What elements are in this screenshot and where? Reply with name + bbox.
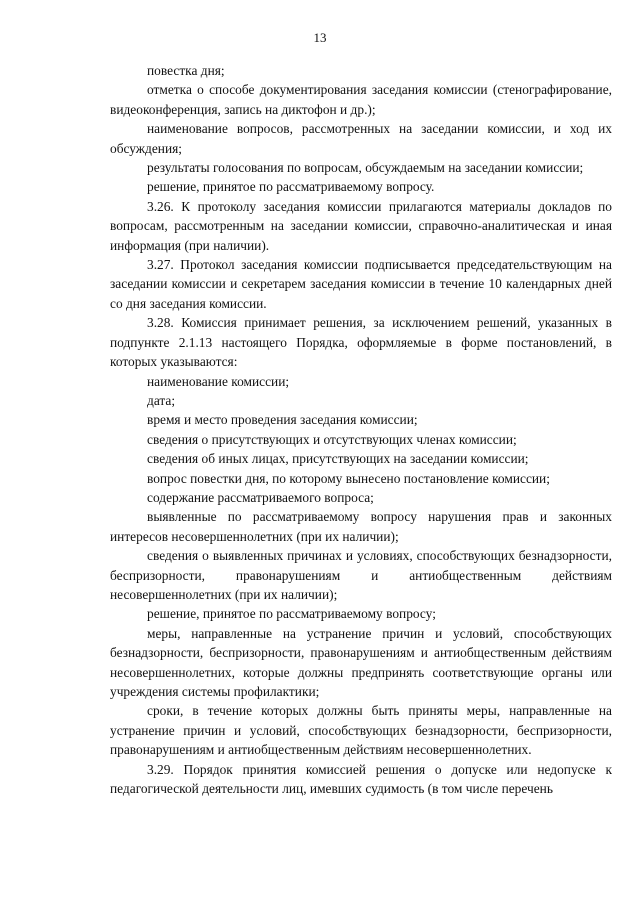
paragraph: результаты голосования по вопросам, обсуждаемым на заседании комиссии; bbox=[147, 160, 584, 176]
paragraph: 3.26. К протоколу заседания комиссии прилагаются материалы докладов по вопросам, рассмотренным на заседании комиссии, справочно-аналитическая и иная информация (при наличии). bbox=[110, 198, 612, 253]
document-body bbox=[110, 61, 612, 798]
paragraph: повестка дня; bbox=[147, 63, 225, 78]
paragraph: 3.29. Порядок принятия комиссией решения о допуске или недопуске к педагогической деятельности лиц, имевших судимость (в том числе перечень bbox=[110, 761, 612, 797]
paragraph: содержание рассматриваемого вопроса; bbox=[147, 489, 374, 505]
paragraph: решение, принятое по рассматриваемому вопросу. bbox=[147, 179, 435, 195]
paragraph: наименование вопросов, рассмотренных на заседании комиссии, и ход их обсуждения; bbox=[110, 121, 612, 156]
paragraph: меры, направленные на устранение причин и условий, способствующих безнадзорности, беспризорности, правонарушениям и антиобщественным действиям несовершеннолетних, которые должны предпринять соответствующие органы или учреждения системы профилактики; bbox=[110, 625, 612, 699]
paragraph: выявленные по рассматриваемому вопросу нарушения прав и законных интересов несовершеннолетних (при их наличии); bbox=[110, 509, 612, 544]
paragraph: 3.28. Комиссия принимает решения, за исключением решений, указанных в подпункте 2.1.13 настоящего Порядка, оформляемые в форме постановлений, в которых указываются: bbox=[110, 315, 612, 370]
paragraph: сведения об иных лицах, присутствующих на заседании комиссии; bbox=[147, 451, 529, 467]
paragraph: вопрос повестки дня, по которому вынесено постановление комиссии; bbox=[147, 470, 550, 486]
paragraph: время и место проведения заседания комиссии; bbox=[147, 412, 418, 428]
paragraph: решение, принятое по рассматриваемому вопросу; bbox=[147, 606, 436, 622]
page-number: 13 bbox=[313, 30, 327, 45]
paragraph: сведения о присутствующих и отсутствующих членах комиссии; bbox=[147, 431, 517, 447]
paragraph: сроки, в течение которых должны быть приняты меры, направленные на устранение причин и условий, способствующих безнадзорности, беспризорности, правонарушениям и антиобщественным действиям несовершеннолетних. bbox=[110, 703, 612, 758]
paragraph: 3.27. Протокол заседания комиссии подписывается председательствующим на заседании комиссии и секретарем заседания комиссии в течение 10 календарных дней со дня заседания комиссии. bbox=[110, 257, 612, 311]
paragraph: дата; bbox=[147, 392, 176, 408]
paragraph: сведения о выявленных причинах и условиях, способствующих безнадзорности, беспризорности, правонарушениям и антиобщественным действиям несовершеннолетних (при их наличии); bbox=[110, 548, 612, 602]
paragraph: отметка о способе документирования заседания комиссии (стенографирование, видеоконференция, запись на диктофон и др.); bbox=[110, 82, 612, 117]
paragraph: наименование комиссии; bbox=[147, 373, 290, 389]
